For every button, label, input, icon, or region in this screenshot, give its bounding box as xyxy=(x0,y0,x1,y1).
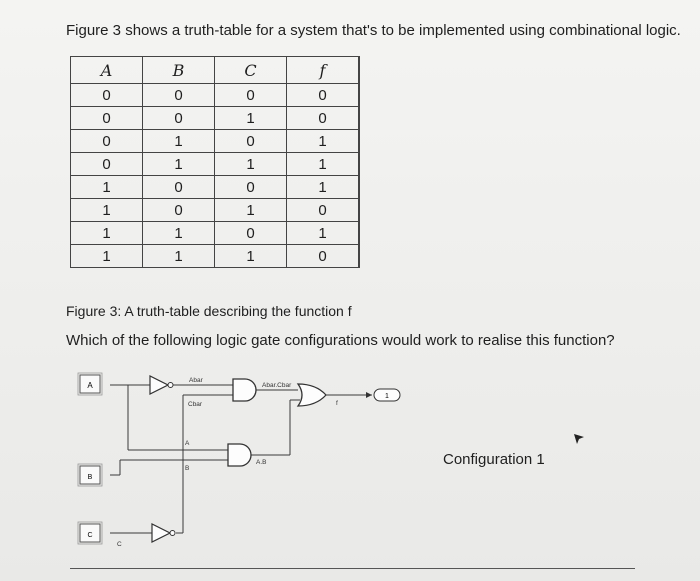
truth-table-cell: 1 xyxy=(71,245,143,268)
or-gate xyxy=(298,384,326,406)
logic-gate-diagram xyxy=(0,360,460,560)
label-a: A xyxy=(185,440,190,447)
truth-table-cell: 1 xyxy=(287,130,360,153)
caption-label: Figure 3 xyxy=(66,303,118,319)
truth-table-cell: 0 xyxy=(143,84,215,107)
and-gate-1 xyxy=(233,379,256,401)
figure-caption xyxy=(66,303,352,319)
truth-table-header-row xyxy=(71,57,360,84)
label-cbar: Cbar xyxy=(188,401,203,408)
truth-table-row xyxy=(71,176,360,199)
not-gate-c xyxy=(152,524,175,542)
truth-table-cell: 1 xyxy=(71,176,143,199)
label-abar-cbar: Abar.Cbar xyxy=(262,382,292,389)
input-b-label: B xyxy=(87,474,93,481)
truth-table-cell: 0 xyxy=(215,84,287,107)
input-a-label: A xyxy=(87,381,93,390)
truth-table-cell: 0 xyxy=(287,245,360,268)
truth-table-cell: 1 xyxy=(143,153,215,176)
truth-table-cell: 1 xyxy=(143,245,215,268)
truth-table-cell: 1 xyxy=(287,176,360,199)
truth-table-row xyxy=(71,222,360,245)
question-text: Which of the following logic gate configurations would work to realise this function? xyxy=(66,332,615,349)
truth-table-cell: 1 xyxy=(215,107,287,130)
label-abar: Abar xyxy=(189,377,203,384)
truth-table-cell: 0 xyxy=(287,84,360,107)
truth-table-cell: 0 xyxy=(215,222,287,245)
truth-table-cell: 1 xyxy=(143,222,215,245)
output-value: 1 xyxy=(385,393,389,400)
truth-table-cell: 0 xyxy=(287,199,360,222)
truth-table-cell: 0 xyxy=(215,130,287,153)
intro-text: Figure 3 shows a truth-table for a system that's to be implemented using combinational logic. xyxy=(66,22,681,39)
truth-table xyxy=(70,56,360,268)
truth-table-row xyxy=(71,199,360,222)
truth-table-row xyxy=(71,130,360,153)
truth-table-cell: 1 xyxy=(71,199,143,222)
truth-table-cell: 0 xyxy=(71,153,143,176)
truth-table-row xyxy=(71,245,360,268)
input-b-block xyxy=(78,464,102,486)
truth-table-cell: 0 xyxy=(215,176,287,199)
bottom-divider xyxy=(70,568,635,569)
truth-table-cell: 0 xyxy=(143,107,215,130)
configuration-label: Configuration 1 xyxy=(443,451,545,468)
input-c-block xyxy=(78,522,102,544)
truth-table-cell: 1 xyxy=(215,199,287,222)
label-ab: A.B xyxy=(256,459,267,466)
output-arrow-icon xyxy=(366,392,372,398)
header-f: f xyxy=(287,57,360,84)
input-c-label: C xyxy=(87,532,93,539)
truth-table-row xyxy=(71,84,360,107)
truth-table-cell: 1 xyxy=(71,222,143,245)
truth-table-cell: 0 xyxy=(71,107,143,130)
truth-table-row xyxy=(71,153,360,176)
input-a-block xyxy=(78,373,102,395)
not-gate-a xyxy=(150,376,173,394)
header-b: B xyxy=(143,57,215,84)
truth-table-cell: 0 xyxy=(71,84,143,107)
output-display-block xyxy=(374,389,400,401)
truth-table-cell: 0 xyxy=(143,176,215,199)
truth-table-cell: 1 xyxy=(215,245,287,268)
mouse-cursor-icon xyxy=(572,432,586,446)
truth-table-cell: 0 xyxy=(143,199,215,222)
label-c-line: C xyxy=(117,541,122,548)
label-b: B xyxy=(185,465,190,472)
truth-table-cell: 1 xyxy=(287,222,360,245)
truth-table-cell: 1 xyxy=(215,153,287,176)
and-gate-2 xyxy=(228,444,251,466)
truth-table-row xyxy=(71,107,360,130)
caption-text: : A truth-table describing the function f xyxy=(117,303,352,319)
header-a: A xyxy=(71,57,143,84)
truth-table-cell: 1 xyxy=(143,130,215,153)
truth-table-cell: 0 xyxy=(71,130,143,153)
truth-table-cell: 1 xyxy=(287,153,360,176)
truth-table-body xyxy=(71,84,360,268)
label-f: f xyxy=(336,400,338,407)
header-c: C xyxy=(215,57,287,84)
truth-table-cell: 0 xyxy=(287,107,360,130)
